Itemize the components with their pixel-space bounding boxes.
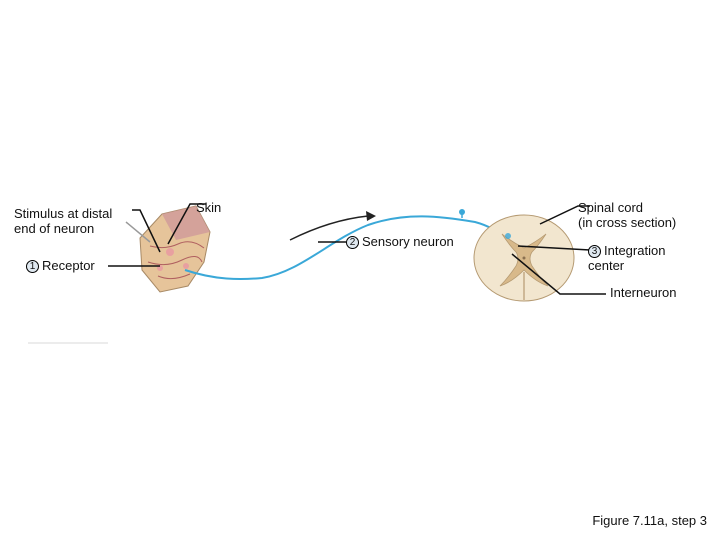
stimulus-label-line1: Stimulus at distal <box>14 206 113 221</box>
receptor-label <box>26 258 95 273</box>
integration-text-line1: Integration <box>604 243 666 258</box>
receptor-text: Receptor <box>42 258 95 273</box>
integration-text-line2: center <box>588 258 625 273</box>
step-2-marker: 2 <box>346 236 359 249</box>
figure-caption: Figure 7.11a, step 3 <box>592 513 707 528</box>
sensory-neuron-label <box>346 234 454 249</box>
spinal-cord-label-line1: Spinal cord <box>578 200 644 215</box>
interneuron-label: Interneuron <box>610 285 677 300</box>
stimulus-label-line2: end of neuron <box>14 221 95 236</box>
step-1-marker: 1 <box>26 260 39 273</box>
integration-center-label <box>588 243 665 273</box>
step-3-marker: 3 <box>588 245 601 258</box>
spinal-cord-label <box>578 200 676 230</box>
stimulus-label <box>14 206 112 236</box>
sensory-neuron-text: Sensory neuron <box>362 234 454 249</box>
spinal-cord-illustration <box>474 215 574 301</box>
spinal-cord-label-line2: (in cross section) <box>578 215 677 230</box>
direction-arrow-head <box>366 211 376 221</box>
sensory-neuron-cell-body <box>459 209 465 215</box>
skin-tissue-illustration <box>126 206 210 292</box>
skin-label: Skin <box>196 200 222 215</box>
